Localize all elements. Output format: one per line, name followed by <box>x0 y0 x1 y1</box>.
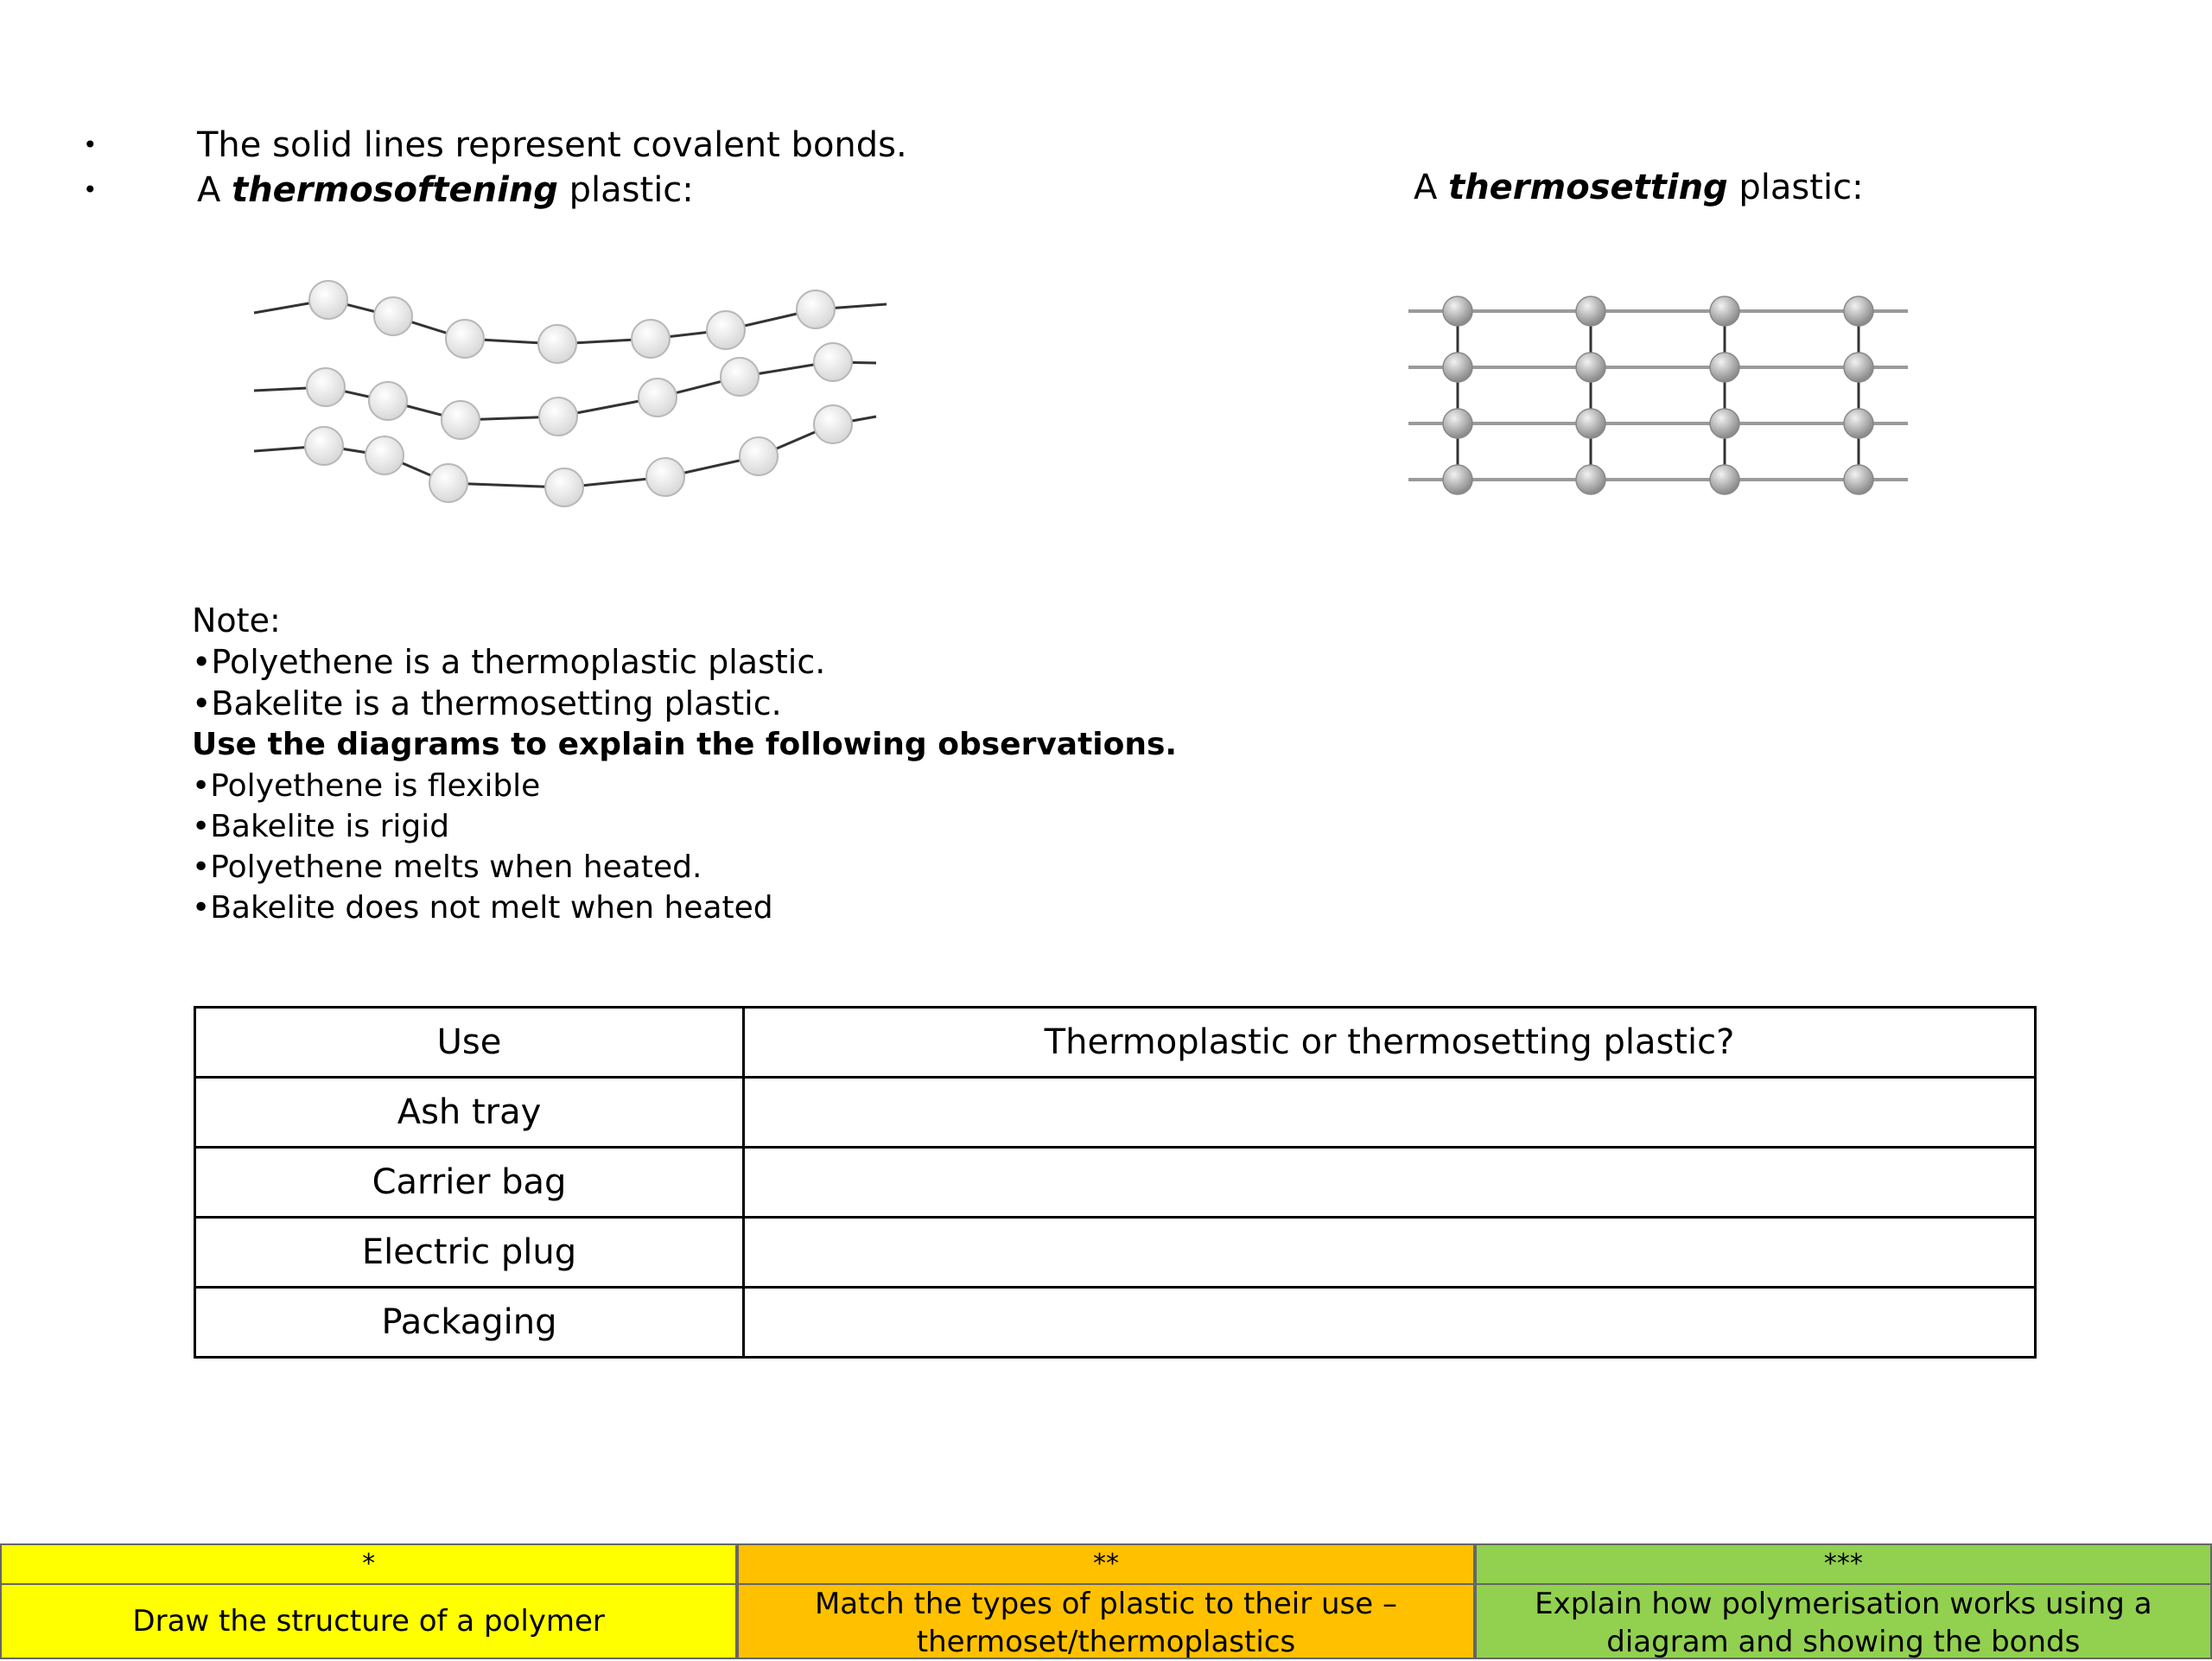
answer-cell[interactable] <box>744 1078 2036 1148</box>
thermosoftening-diagram <box>242 273 899 515</box>
table-row <box>195 1148 2036 1218</box>
table-row <box>195 1218 2036 1288</box>
intro-bullets <box>83 123 907 213</box>
bullet-2: • <box>83 175 98 204</box>
plastic-uses-table <box>194 1006 2037 1359</box>
use-cell: Electric plug <box>195 1218 744 1288</box>
use-cell: Carrier bag <box>195 1148 744 1218</box>
task-strip <box>0 1543 2212 1659</box>
task-text: Draw the structure of a polymer <box>132 1604 605 1639</box>
intro-line-1: The solid lines represent covalent bonds. <box>197 125 907 165</box>
observation-1: •Polyethene is flexible <box>192 768 541 804</box>
observation-2: •Bakelite is rigid <box>192 809 450 844</box>
header-use: Use <box>195 1008 744 1078</box>
use-cell: Packaging <box>195 1288 744 1358</box>
table-header-row <box>195 1008 2036 1078</box>
table-row <box>195 1078 2036 1148</box>
observation-3: •Polyethene melts when heated. <box>192 850 702 885</box>
star-rating: ** <box>739 1545 1472 1585</box>
intro-line-2: A thermosoftening plastic: <box>197 170 694 210</box>
notes-block <box>192 600 1177 928</box>
task-three-star <box>1475 1543 2212 1659</box>
use-cell: Ash tray <box>195 1078 744 1148</box>
note-line-1: •Polyethene is a thermoplastic plastic. <box>192 643 826 681</box>
star-rating: *** <box>1477 1545 2210 1585</box>
task-text: Match the types of plastic to their use – thermoset/thermoplastics <box>814 1587 1397 1659</box>
bullet-1: • <box>83 130 98 159</box>
answer-cell[interactable] <box>744 1148 2036 1218</box>
task-one-star <box>0 1543 737 1659</box>
thermosetting-diagram <box>1407 285 1911 501</box>
note-instruction: Use the diagrams to explain the following observations. <box>192 727 1178 762</box>
thermosetting-heading: A thermosetting plastic: <box>1414 168 1864 207</box>
answer-cell[interactable] <box>744 1288 2036 1358</box>
task-text: Explain how polymerisation works using a diagram and showing the bonds <box>1535 1587 2152 1659</box>
star-rating: * <box>2 1545 735 1585</box>
answer-cell[interactable] <box>744 1218 2036 1288</box>
task-two-star <box>737 1543 1474 1659</box>
note-label: Note: <box>192 601 281 640</box>
note-line-2: •Bakelite is a thermosetting plastic. <box>192 684 782 722</box>
observation-4: •Bakelite does not melt when heated <box>192 890 773 926</box>
table-row <box>195 1288 2036 1358</box>
header-plastic-type: Thermoplastic or thermosetting plastic? <box>744 1008 2036 1078</box>
